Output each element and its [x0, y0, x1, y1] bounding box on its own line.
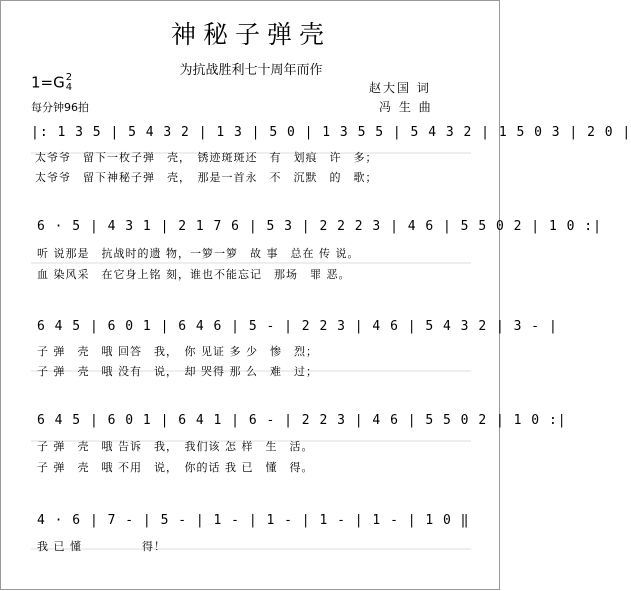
lyric-row-1-verse-1: 太爷爷 留下一枚子弹 壳， 锈迹斑斑还 有 划痕 许 多；: [35, 151, 378, 164]
lyric-row-4-verse-2: 子 弹 壳 哦 不用 说， 你的话 我 已 懂 得。: [37, 461, 314, 474]
lyric-row-4-verse-1: 子 弹 壳 哦 告诉 我， 我们该 怎 样 生 活。: [37, 440, 314, 453]
notation-row-3: 6 4 5 | 6 0 1 | 6 4 6 | 5 - | 2 2 3 | 4 6 | 5 4 3 2 | 3 - |: [37, 319, 558, 334]
notation-row-4: 6 4 5 | 6 0 1 | 6 4 1 | 6 - | 2 2 3 | 4 6 | 5 5 0 2 | 1 0 :|: [37, 413, 567, 428]
lyric-row-2-verse-1: 听 说那是 抗战时的遗 物，一箩一箩 故 事 总在 传 说。: [37, 247, 360, 260]
staff-decorations: [1, 1, 501, 591]
song-title: 神秘子弹壳: [170, 20, 331, 49]
lyric-row-3-verse-1: 子 弹 壳 哦 回答 我， 你 见证 多 少 惨 烈；: [37, 345, 318, 358]
notation-row-1: |: 1 3 5 | 5 4 3 2 | 1 3 | 5 0 | 1 3 5 5 | 5 4 3 2 | 1 5 0 3 | 2 0 |: [31, 125, 631, 140]
lyric-row-1-verse-2: 太爷爷 留下神秘子弹 壳， 那是一首永 不 沉默 的 歌；: [35, 171, 378, 184]
lyric-row-5: 我 已 懂 得！: [37, 540, 166, 553]
tempo-marking: 每分钟96拍: [31, 101, 89, 114]
key-label: 1=G: [31, 73, 65, 92]
lyric-row-2-verse-2: 血 染风采 在它身上铭 刻，谁也不能忘记 那场 罪 恶。: [37, 268, 351, 281]
time-top: 2: [65, 72, 73, 83]
notation-row-2: 6 · 5 | 4 3 1 | 2 1 7 6 | 5 3 | 2 2 2 3 | 4 6 | 5 5 0 2 | 1 0 :|: [37, 219, 602, 234]
lyricist-credit: 赵大国 词: [369, 81, 431, 95]
song-subtitle: 为抗战胜利七十周年而作: [179, 63, 323, 78]
composer-credit: 冯 生 曲: [379, 100, 433, 114]
lyric-row-3-verse-2: 子 弹 壳 哦 没有 说， 却 哭得 那 么 难 过；: [37, 365, 318, 378]
time-bottom: 4: [65, 82, 73, 93]
notation-row-5: 4 · 6 | 7 - | 5 - | 1 - | 1 - | 1 - | 1 - | 1 0 ‖: [37, 513, 470, 528]
